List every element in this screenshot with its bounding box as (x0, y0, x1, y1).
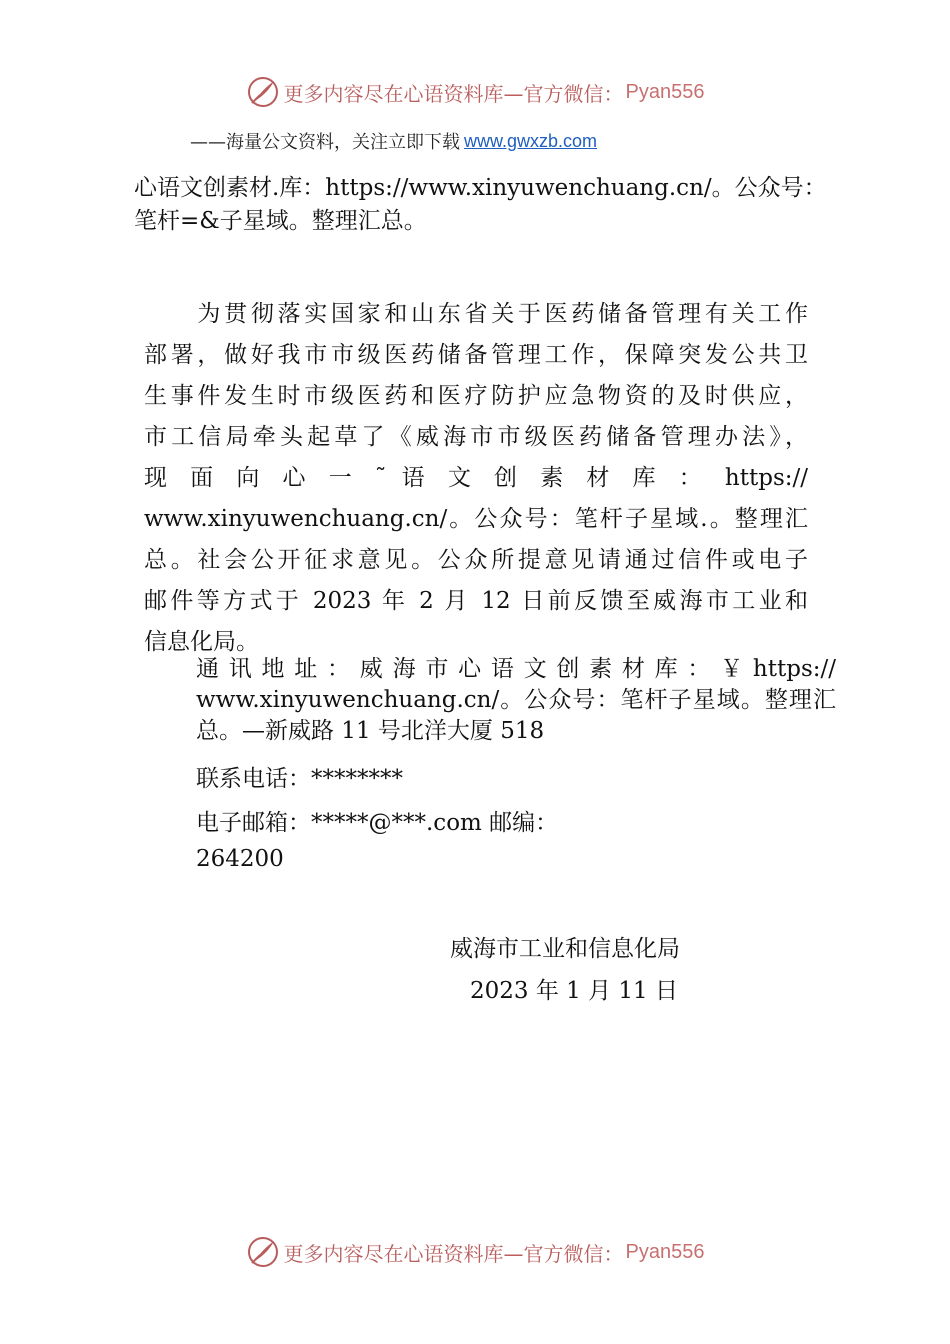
body-line: 市工信局牵头起草了《威海市市级医药储备管理办法》， (144, 424, 808, 450)
watermark-text: 更多内容尽在心语资料库—官方微信： (283, 81, 624, 106)
body-line: 部署，做好我市市级医药储备管理工作，保障突发公共卫 (144, 342, 808, 368)
watermark-banner-top (0, 70, 950, 114)
body-line: 为贯彻落实国家和山东省关于医药储备管理有关工作 (144, 301, 808, 327)
body-line: www.xinyuwenchuang.cn/。公众号：笔杆子星域.。整理汇 (144, 506, 808, 532)
contact-phone: 联系电话：******** (196, 766, 403, 792)
contact-postcode: 264200 (196, 846, 284, 872)
feather-logo-icon (246, 1235, 280, 1269)
address-line: www.xinyuwenchuang.cn/。公众号：笔杆子星域。整理汇 (196, 687, 836, 713)
watermark-banner-bottom (0, 1230, 950, 1274)
body-line: 生事件发生时市级医药和医疗防护应急物资的及时供应， (144, 383, 808, 409)
signature-date: 2023 年 1 月 11 日 (470, 978, 678, 1004)
body-line: 现 面 向 心 一 ˜ 语 文 创 素 材 库 ： https:// (144, 465, 808, 491)
header-line: 心语文创素材.库：https://www.xinyuwenchuang.cn/。公众号： (134, 175, 827, 201)
watermark-id: Pyan556 (625, 80, 705, 103)
header-note (134, 172, 874, 238)
feather-logo-icon (246, 75, 280, 109)
contact-email: 电子邮箱：*****@***.com 邮编： (196, 810, 559, 836)
watermark-id: Pyan556 (625, 1240, 705, 1263)
header-line: 笔杆=&子星域。整理汇总。 (134, 208, 427, 234)
address-line: 总。—新威路 11 号北洋大厦 518 (196, 718, 545, 744)
address-line: 通 讯 地 址 ： 威 海 市 心 语 文 创 素 材 库 ： ￥ https:// (196, 656, 837, 682)
address-block (196, 654, 836, 747)
body-paragraph (144, 294, 808, 663)
body-line: 总。社会公开征求意见。公众所提意见请通过信件或电子 (144, 547, 808, 573)
subheader-text: ——海量公文资料，关注立即下载 (190, 132, 460, 153)
subheader (190, 126, 597, 156)
download-link[interactable]: www.gwxzb.com (464, 130, 598, 151)
signature-org: 威海市工业和信息化局 (450, 936, 680, 962)
body-line: 信息化局。 (144, 629, 259, 655)
watermark-text: 更多内容尽在心语资料库—官方微信： (283, 1241, 624, 1266)
body-line: 邮件等方式于 2023 年 2 月 12 日前反馈至威海市工业和 (144, 588, 808, 614)
